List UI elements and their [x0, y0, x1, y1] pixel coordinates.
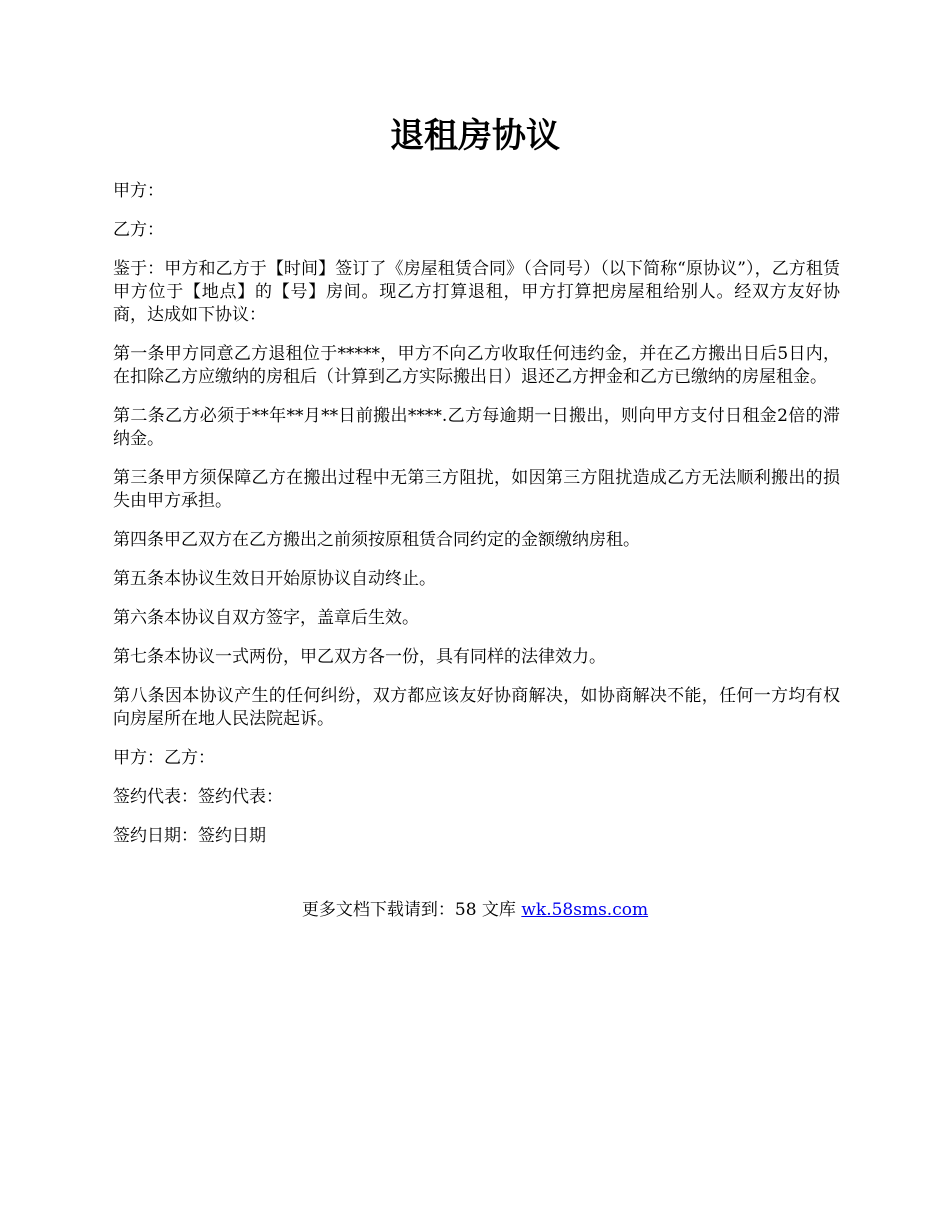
article-5: 第五条本协议生效日开始原协议自动终止。 — [113, 569, 436, 589]
document-title: 退租房协议 — [390, 116, 560, 156]
footer-text: 更多文档下载请到：58 文库 — [301, 900, 522, 920]
article-2: 第二条乙方必须于**年**月**日前搬出****.乙方每逾期一日搬出，则向甲方支付日租金2倍的滞纳金。 — [113, 406, 840, 449]
article-4: 第四条甲乙双方在乙方搬出之前须按原租赁合同约定的金额缴纳房租。 — [113, 530, 640, 550]
article-7: 第七条本协议一式两份，甲乙双方各一份，具有同样的法律效力。 — [113, 647, 606, 667]
footer-link[interactable]: wk.58sms.com — [521, 900, 649, 920]
signature-representative-line: 签约代表：签约代表： — [113, 787, 283, 807]
document-body — [113, 180, 840, 864]
signature-date-line: 签约日期：签约日期 — [113, 826, 266, 846]
party-b-line: 乙方： — [113, 220, 164, 240]
article-8: 第八条因本协议产生的任何纠纷，双方都应该友好协商解决，如协商解决不能，任何一方均有权向房屋所在地人民法院起诉。 — [113, 686, 840, 729]
article-6: 第六条本协议自双方签字，盖章后生效。 — [113, 608, 419, 628]
preamble-paragraph: 鉴于：甲方和乙方于【时间】签订了《房屋租赁合同》（合同号）（以下简称“原协议”），乙方租赁甲方位于【地点】的【号】房间。现乙方打算退租，甲方打算把房屋租给别人。经双方友好协商，达成如下协议： — [113, 259, 840, 325]
article-1: 第一条甲方同意乙方退租位于*****，甲方不向乙方收取任何违约金，并在乙方搬出日后5日内，在扣除乙方应缴纳的房租后（计算到乙方实际搬出日）退还乙方押金和乙方已缴纳的房屋租金。 — [113, 344, 840, 387]
signature-parties-line: 甲方：乙方： — [113, 748, 215, 768]
party-a-line: 甲方： — [113, 181, 164, 201]
footer-note — [0, 899, 950, 922]
article-3: 第三条甲方须保障乙方在搬出过程中无第三方阻扰，如因第三方阻扰造成乙方无法顺利搬出的损失由甲方承担。 — [113, 468, 840, 511]
